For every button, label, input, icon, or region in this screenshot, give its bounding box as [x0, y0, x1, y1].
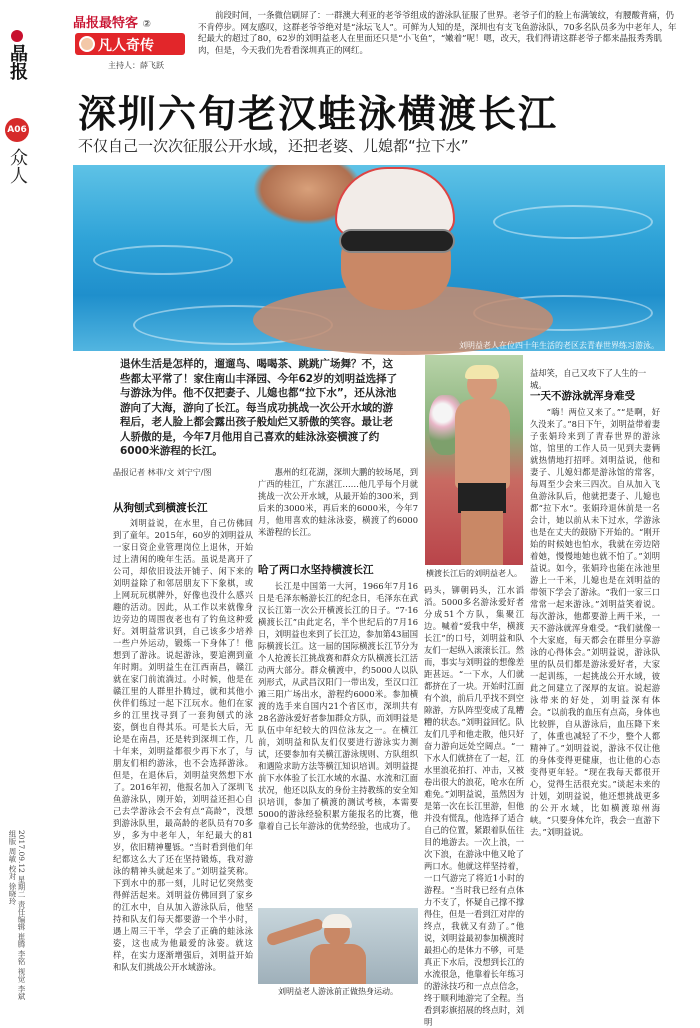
swim-cap: [322, 914, 352, 928]
swim-goggles: [339, 229, 455, 253]
body-text: “嗨！两位又来了。”“是啊，好久没来了。”8日下午，刘明益带着妻子张娟玲来到了青春世界的游泳馆，馆里的工作人员一见到夫妻俩就热情地打招呼。刘明益说，他和妻子、儿媳妇都是游泳馆的常客，每周至少会来三四次。自从加入飞鱼游泳队后，他就把妻子、儿媳也都“拉下水”。张娟玲退休前是一名会计，她以前从未下过水，学游泳也是在丈夫的鼓励下开始的。“刚开始的时候她也怕水，我就在旁边陪着她，慢慢地她也就不怕了。”刘明益说。如今，张娟玲也能在泳池里游上一千米，儿媳也是在刘明益的带领下学会了游泳。“我们一家三口常常一起来游泳。”刘明益笑着说。每次游泳，他都要游上两千米，一天不游泳就浑身难受。“我们就像一个大家庭，每天都会在群里分享游泳的心得体会。”刘明益说，游泳队里的队员们都是游泳爱好者，大家一起训练，一起挑战公开水域，彼此之间建立了深厚的友谊。说起游泳带来的好处，刘明益深有体会。“以前我的血压有点高，身体也比较胖，自从游泳后，血压降下来了，体重也减轻了不少，整个人都精神了。”刘明益说，游泳不仅让他的身体变得更健康，也让他的心态变得更年轻。“现在我每天都很开心，觉得生活很充实。”谈起未来的计划，刘明益说，他还想挑战更多的公开水域，比如横渡琼州海峡。“只要身体允许，我会一直游下去。”刘明益说。: [530, 407, 660, 837]
warmup-photo-caption: 刘明益老人游泳前正做热身运动。: [278, 987, 398, 996]
person-body: [455, 399, 510, 489]
kicker-text: 晶报最特客: [73, 16, 139, 31]
main-photo-caption: 刘明益老人在位四十年生活的老区去青春世界练习游泳。: [459, 341, 659, 350]
section-name: 众人: [7, 148, 28, 184]
intro-paragraph: 前段时间，一条微信刷屏了：一群澳大利亚的老爷爷组成的游泳队征服了世界。老爷子们的脸上布满皱纹，有腰酸背痛，仍不肯停步。网友感叹，这群老爷爷绝对是“泳坛飞人”。可鲜为人知的是，深圳也有支飞鱼游泳队，70多名队员多为中老年人，年纪最大的超过了80，62岁的刘明益老人在里面还只是“小飞鱼”，“嫩着”呢！嗯，改天，我们得请这群老爷子都来晶报秀秀肌肉，但是，今天我们先看看深圳真正的网红。: [198, 11, 677, 56]
section-heading-3: 一天不游泳就浑身难受: [530, 390, 635, 402]
body-column-1: [113, 517, 253, 1002]
person-arm: [266, 917, 325, 946]
body-text: 惠州的红花湖，深圳大鹏的较场尾，到广西的桂江，广东湛江……他几乎每个月就挑战一次公开水域，从最开始的300米，到后来的3000米，再后来的6000米，今年7月，他用喜欢的蛙泳泳姿，横渡了约6000米游程的长江。: [258, 467, 418, 537]
edition-info: 2017.09.12 星期二 责任编辑 崔腾 李铭 视觉 李斌 组版 周敏 校对 徐晓玲: [8, 830, 26, 1000]
person-torso: [310, 944, 366, 984]
host-avatar: [79, 36, 95, 52]
body-column-4-top: 益却笑，自己又攻下了人生的一城。: [530, 368, 647, 390]
lead-paragraph: 退休生活是怎样的，遛遛鸟、喝喝茶、跳跳广场舞？不，这些都太平常了！家住南山丰泽园、今年62岁的刘明益选择了与游泳为伴。他不仅把妻子、儿媳也都“拉下水”，还从泳池游向了大海，游向了长江。每当成功挑战一次公开水域的游程后，老人脸上都会露出孩子般灿烂又骄傲的笑容。最让老人骄傲的是，今年7月他用自己喜欢的蛙泳泳姿横渡了约6000米游程的长江。: [120, 358, 398, 457]
portrait-caption: 横渡长江后的刘明益老人。: [426, 569, 522, 578]
headline: 深圳六旬老汉蛙泳横渡长江: [78, 92, 559, 136]
body-column-2: [258, 580, 418, 902]
warmup-photo: [258, 908, 418, 984]
person-shorts: [458, 483, 506, 513]
page-number-badge: A06: [5, 118, 29, 142]
body-text: 长江是中国第一大河，1966年7月16日是毛泽东畅游长江的纪念日，毛泽东在武汉长江第一次公开横渡长江的日子。“7·16横渡长江”由此定名，半个世纪后的7月16日，刘明益也来到了长江边，参加第43届国际横渡长江。这一届的国际横渡长江节分为个人抢渡长江挑战赛和群众方队横渡长江活动两大部分。群众横渡中，约5000人以队列形式，从武昌汉阳门一带出发，至汉口江滩三阳广场出水，游程约6000米。参加横渡的选手来自国内21个省区市，深圳共有28名游泳爱好者参加群众方队，而刘明益是队伍中年纪较大的四位泳友之一。在横江前，刘明益和队友们仅要进行游泳实力测试，还要参加有关横江游泳规则、方队组织和遇险求助方法等横江知识培训。刘明益提前下水体验了长江水域的水温、水流和江面状况，他还以队友的身份主持教练的安全知识培训，参加了横渡的测试考核，本需要5000的游泳经验积累方能报名的比赛，他靠着自己长年游泳的优势经验，也成功了。: [258, 581, 418, 831]
column-title: 凡人奇传: [98, 38, 154, 54]
logo-dot-icon: [11, 30, 23, 42]
body-column-2-top: [258, 466, 418, 558]
column-host: 主持人：薛飞跃: [108, 61, 164, 70]
body-column-4: [530, 406, 660, 1002]
person-hat: [465, 365, 499, 379]
body-text: 刘明益说，在水里，自己仿佛回到了童年。2015年，60岁的刘明益从一家日资企业管理岗位上退休，开始过上清闲的晚年生活。虽说是离开了公司，却依旧设法开铺子、闲下来的刘明益除了和邻居朋友下下象棋，或上网玩玩棋牌外，好像也没什么感兴趣的活动。因此，从工作以来就像身边旁边的周围夜老也有了钓鱼这种爱好。刘明益常识到，自己该多少培养一些户外运动，锻炼一下身体了！他想到了游泳。说起游泳，要追溯到童年时期。刘明益生在江西南昌，赣江就在家门前流淌过。小时候，他是在赣江里的人群里扑腾过，就和其他小伙伴们练过一起下江玩水。他们在家乡的江里找寻到了一套狗刨式的泳姿，倒也自得其乐。可是长大后，无论是在南昌，还是转到深圳工作，几十年来，刘明益都很少再下水了，与朋友们相约游泳，也不会选择游泳。但是，在退休后，刘明益突然想下水了。2016年初，他报名加入了深圳飞鱼游泳队，刚开始，刘明益还担心自己去学游泳会不会有点“高龄”，没想到游泳队里，最高龄的老队员有70多岁，多为中老年人，年纪最大的81岁，依旧精神矍铄。“当时看到他们年纪都这么大了还在坚持锻炼，我对游泳的精神头就起来了。”刘明益笑称。下到水中的那一刻，儿时记忆突然变得鲜活起来。刘明益仿佛回到了家乡的江水中，自从加入游泳队后，他坚持和队友们每天都要游一个半小时，遇上周三干半，学会了正确的蛙泳泳姿，这也成为他最爱的泳姿。就这样，在实力逐渐增强后，刘明益开始和队友们挑战公开水域游泳。: [113, 518, 253, 972]
section-heading-1: 从狗刨式到横渡长江: [113, 502, 208, 514]
main-photo: [73, 165, 665, 351]
kicker-number: ②: [142, 19, 152, 30]
section-heading-2: 哈了两口水坚持横渡长江: [258, 564, 374, 576]
subheadline: 不仅自己一次次征服公开水域，还把老婆、儿媳都“拉下水”: [78, 137, 469, 155]
column-kicker: [73, 12, 183, 31]
masthead-logo: [6, 30, 28, 85]
body-text: 码头，铆朝码头，江水滔滔。5000多名游泳爱好者分成51个方队，集聚江边。喊着“爱我中华，横渡长江”的口号，刘明益和队友们一起纵入滚滚长江。然而，事实与刘明益的想像差距甚远。“一下水，人们就都挤在了一块。开始时江面有个浪，前后几乎找不到空隙游，方队阵型变成了乱糟糟的状态。”刘明益回忆。队友们几乎和他走散，他只好奋力游向远处空阔点。“一下水人们就挤在了一起，江水里浪花拍打、冲击，又被卷出很大的浪花，呛水在所难免。”刘明益说，虽然因为是第一次在长江里游，但他并没有慌乱，他选择了适合自己的位置，紧跟着队伍往目的地游去。一次上浪，一次下浪，在游泳中他又呛了两口水。他就这样坚持着，一口气游完了将近1小时的游程。“当时我已经有点体力不支了，怀疑自己撑不撑得住，但是一看到江对岸的终点，我就又有劲了。”他说，刘明益最初参加横渡时最担心的是体力不够，可是真正下水后，没想到长江的水流很急，他靠着长年练习的游泳技巧和一点点信念，终于顺利地游完了全程。当看到彩旗招展的终点时，刘明: [424, 585, 524, 1027]
portrait-photo: [425, 355, 523, 565]
person-legs: [461, 511, 503, 565]
logo-text: 晶报: [7, 44, 28, 80]
body-column-3: [424, 584, 524, 1027]
byline: 晶报记者 林菲/文 刘宁宁/图: [113, 468, 212, 477]
